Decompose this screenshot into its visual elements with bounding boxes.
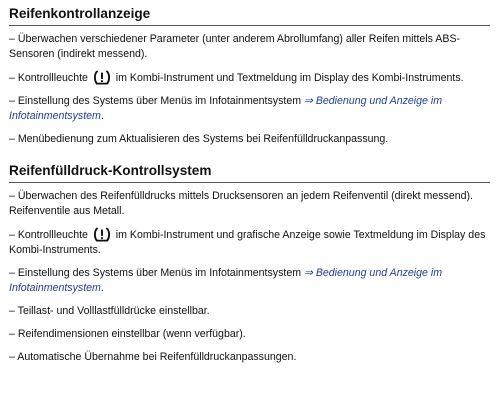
- list-item-text: – Kontrollleuchte: [9, 229, 91, 241]
- tire-pressure-warning-icon: [92, 227, 112, 242]
- list-item: [9, 94, 490, 124]
- cross-reference-link[interactable]: ⇒ Bedienung und Anzeige im Infotainmentsystem: [9, 267, 443, 294]
- list-item-text: .: [100, 282, 104, 294]
- list-item: – Menübedienung zum Aktualisieren des Systems bei Reifenfülldruckanpassung.: [9, 133, 389, 145]
- cross-reference-link[interactable]: ⇒ Bedienung und Anzeige im Infotainmentsystem: [9, 95, 443, 122]
- list-item-text: .: [100, 110, 104, 122]
- list-item: [9, 70, 490, 86]
- list-item: – Reifendimensionen einstellbar (wenn verfügbar).: [9, 328, 246, 340]
- section-reifenfuelldruck-kontrollsystem: [9, 161, 490, 365]
- section-heading: Reifenfülldruck-Kontrollsystem: [9, 161, 490, 183]
- list-item-text: im Kombi-Instrument und Textmeldung im Display des Kombi-Instruments.: [112, 72, 464, 84]
- list-item-text: – Einstellung des Systems über Menüs im Infotainmentsystem: [9, 267, 304, 279]
- list-item: – Teillast- und Volllastfülldrücke einstellbar.: [9, 305, 210, 317]
- list-item-text: – Kontrollleuchte: [9, 72, 91, 84]
- list-item: – Überwachen des Reifenfülldrucks mittels Drucksensoren an jedem Reifenventil (direkt messend). Reifenventile aus Metall.: [9, 190, 473, 217]
- list-item: – Automatische Übernahme bei Reifenfülldruckanpassungen.: [9, 351, 297, 363]
- list-item: [9, 266, 490, 296]
- list-item-text: im Kombi-Instrument und grafische Anzeige sowie Textmeldung im Display des Kombi-Instruments.: [9, 229, 486, 256]
- section-heading: Reifenkontrollanzeige: [9, 4, 490, 26]
- list-item: – Überwachen verschiedener Parameter (unter anderem Abrollumfang) aller Reifen mittels ABS-Sensoren (indirekt messend).: [9, 33, 461, 60]
- tire-pressure-warning-icon: [92, 70, 112, 85]
- list-item-text: – Einstellung des Systems über Menüs im Infotainmentsystem: [9, 95, 304, 107]
- section-reifenkontrollanzeige: [9, 4, 490, 147]
- list-item: [9, 227, 490, 258]
